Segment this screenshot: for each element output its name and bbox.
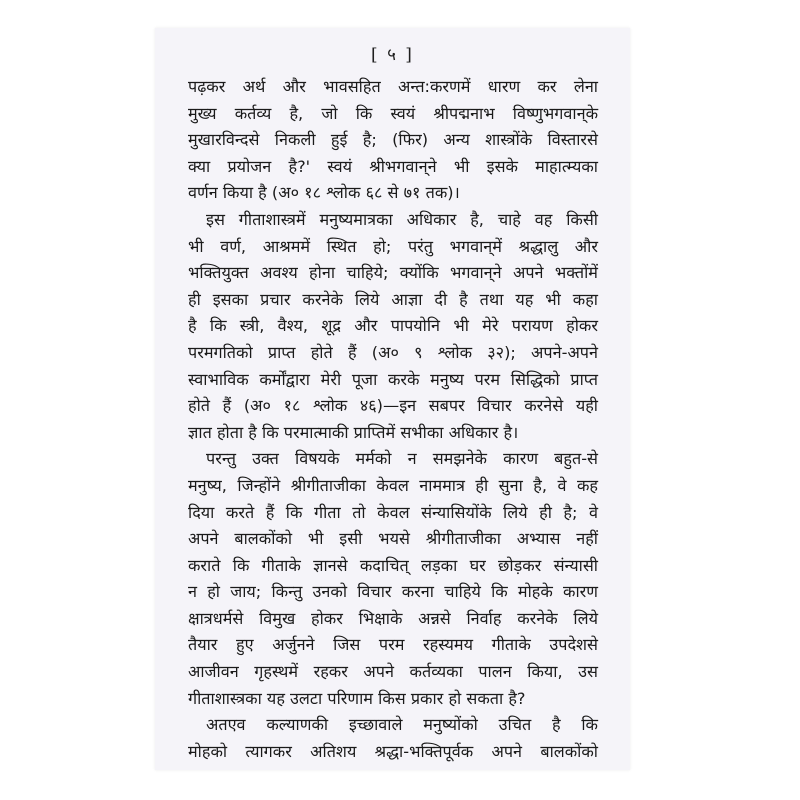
text-line: क्या प्रयोजन है?' स्वयं श्रीभगवान्‌ने भी इसके माहात्म्यका (188, 156, 598, 176)
text-line: तैयार हुए अर्जुनने जिस परम रहस्यमय गीताके उपदेशसे (188, 635, 598, 655)
text-line: होते हैं (अ० १८ श्लोक ४६)—इन सबपर विचार करनेसे यही (188, 396, 598, 416)
text-line: न हो जाय; किन्तु उनको विचार करना चाहिये कि मोहके कारण (188, 582, 598, 602)
text-line: दिया करते हैं कि गीता तो केवल संन्यासियोंके लिये ही है; वे (188, 502, 598, 522)
text-line: अपने बालकोंको भी इसी भयसे श्रीगीताजीका अभ्यास नहीं (188, 529, 598, 549)
text-line: मोहको त्यागकर अतिशय श्रद्धा-भक्तिपूर्वक अपने बालकोंको (188, 741, 598, 761)
text-line: ज्ञात होता है कि परमात्माकी प्राप्तिमें सभीका अधिकार है। (188, 422, 519, 442)
text-line: भी वर्ण, आश्रममें स्थित हो; परंतु भगवान्‌में श्रद्धालु और (188, 236, 598, 256)
text-line: गीताशास्त्रका यह उलटा परिणाम किस प्रकार हो सकता है? (188, 688, 526, 708)
text-line: पढ़कर अर्थ और भावसहित अन्त:करणमें धारण कर लेना (188, 77, 598, 96)
text-line: क्षात्रधर्मसे विमुख होकर भिक्षाके अन्नसे निर्वाह करनेके लिये (188, 608, 598, 628)
paragraph-start-line: इस गीताशास्त्रमें मनुष्यमात्रका अधिकार है, चाहे वह किसी (206, 209, 598, 229)
page-body-text (188, 74, 598, 765)
text-line: आजीवन गृहस्थमें रहकर अपने कर्तव्यका पालन किया, उस (188, 662, 598, 682)
text-line: मुखारविन्दसे निकली हुई है; (फिर) अन्य शास्त्रोंके विस्तारसे (188, 130, 598, 150)
text-line: कराते कि गीताके ज्ञानसे कदाचित् लड़का घर छोड़कर संन्यासी (188, 555, 598, 575)
text-line: है कि स्त्री, वैश्य, शूद्र और पापयोनि भी मेरे परायण होकर (188, 316, 598, 336)
text-line: भक्तियुक्त अवश्य होना चाहिये; क्योंकि भगवान्‌ने अपने भक्तोंमें (188, 263, 598, 283)
paragraph-start-line: परन्तु उक्त विषयके मर्मको न समझनेके कारण बहुत-से (206, 449, 598, 469)
text-line: स्वाभाविक कर्मोंद्वारा मेरी पूजा करके मनुष्य परम सिद्धिको प्राप्त (188, 369, 598, 389)
page-number: [ ५ ] (371, 45, 414, 65)
book-page (155, 28, 630, 770)
text-line: वर्णन किया है (अ० १८ श्लोक ६८ से ७१ तक)। (188, 183, 460, 203)
paragraph-start-line: अतएव कल्याणकी इच्छावाले मनुष्योंको उचित है कि (206, 715, 598, 735)
text-line: मनुष्य, जिन्होंने श्रीगीताजीका केवल नाममात्र ही सुना है, वे कह (188, 475, 598, 495)
text-line: मुख्य कर्तव्य है, जो कि स्वयं श्रीपद्मनाभ विष्णुभगवान्‌के (188, 103, 598, 123)
text-line: ही इसका प्रचार करनेके लिये आज्ञा दी है तथा यह भी कहा (188, 289, 598, 309)
text-line: परमगतिको प्राप्त होते हैं (अ० ९ श्लोक ३२); अपने-अपने (188, 342, 598, 362)
